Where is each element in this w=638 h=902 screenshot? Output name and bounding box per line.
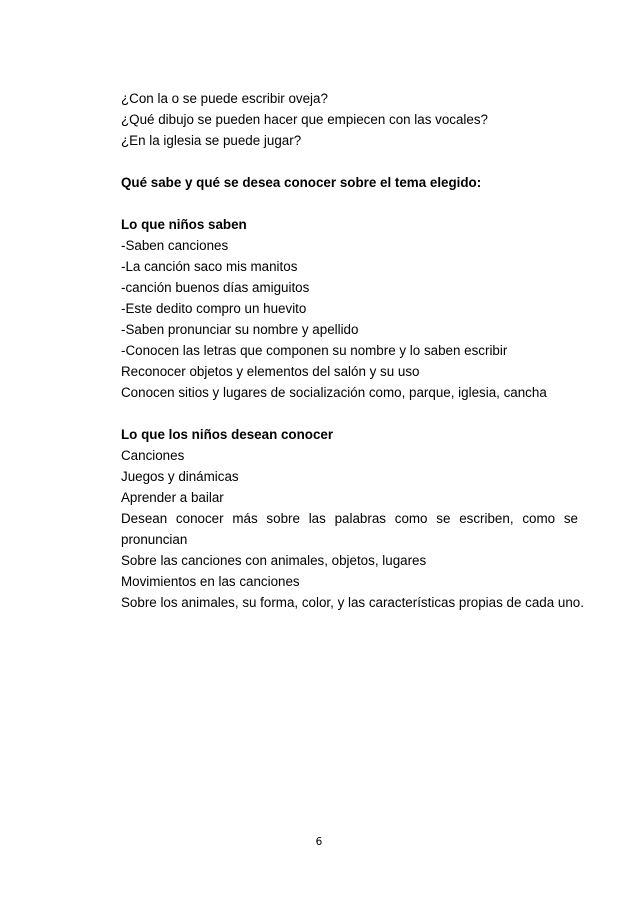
section-heading: Qué sabe y qué se desea conocer sobre el tema elegido: bbox=[121, 175, 482, 190]
question-line: ¿En la iglesia se puede jugar? bbox=[121, 133, 302, 148]
paragraph-spacer bbox=[121, 193, 578, 214]
know-item: -Conocen las letras que componen su nombre y lo saben escribir bbox=[121, 343, 508, 358]
question-line: ¿Con la o se puede escribir oveja? bbox=[121, 91, 328, 106]
know-item: -canción buenos días amiguitos bbox=[121, 280, 310, 295]
question-line: ¿Qué dibujo se pueden hacer que empiecen con las vocales? bbox=[121, 112, 488, 127]
paragraph-spacer bbox=[121, 403, 578, 424]
want-item: Aprender a bailar bbox=[121, 490, 224, 505]
want-item: Sobre las canciones con animales, objetos, lugares bbox=[121, 553, 427, 568]
page-number: 6 bbox=[315, 836, 323, 848]
want-item: Sobre los animales, su forma, color, y las características propias de cada uno. bbox=[121, 595, 584, 610]
know-item: -Este dedito compro un huevito bbox=[121, 301, 307, 316]
want-item: Canciones bbox=[121, 448, 185, 463]
know-item: Reconocer objetos y elementos del salón y su uso bbox=[121, 364, 420, 379]
know-item: -Saben pronunciar su nombre y apellido bbox=[121, 322, 359, 337]
want-item-continuation: pronuncian bbox=[121, 532, 188, 547]
want-heading: Lo que los niños desean conocer bbox=[121, 427, 334, 442]
page-content bbox=[121, 88, 584, 613]
know-item: Conocen sitios y lugares de socialización como, parque, iglesia, cancha bbox=[121, 385, 547, 400]
want-item: Juegos y dinámicas bbox=[121, 469, 239, 484]
know-heading: Lo que niños saben bbox=[121, 217, 247, 232]
paragraph-spacer bbox=[121, 151, 578, 172]
want-item: Movimientos en las canciones bbox=[121, 574, 300, 589]
know-item: -La canción saco mis manitos bbox=[121, 259, 298, 274]
want-item-justified: Desean conocer más sobre las palabras como se escriben, como se bbox=[121, 511, 578, 526]
know-item: -Saben canciones bbox=[121, 238, 229, 253]
